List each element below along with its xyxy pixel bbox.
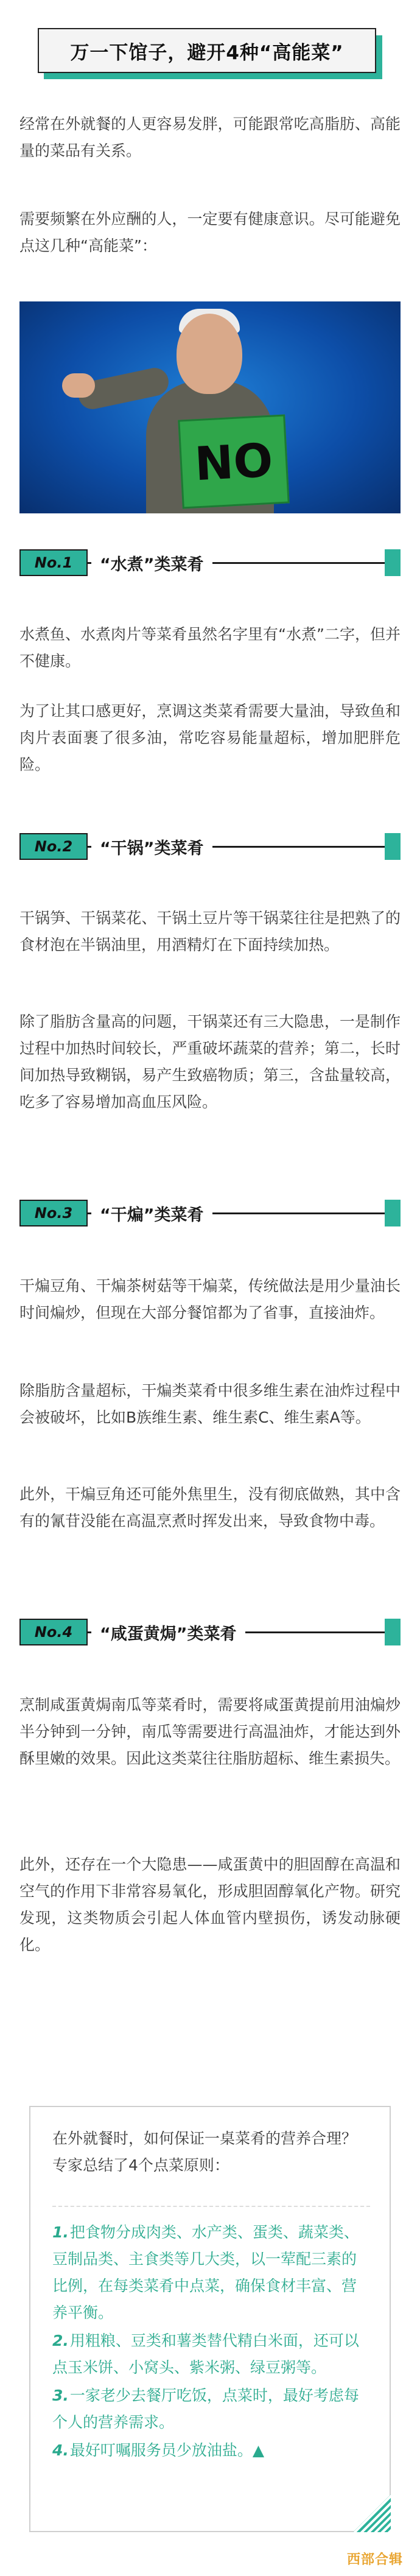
section-header-4 (19, 1616, 401, 1648)
page-title: 万一下馆子，避开4种“高能菜” (38, 28, 376, 73)
section-header-3 (19, 1197, 401, 1229)
section-1-paragraph-1: 水煮鱼、水煮肉片等菜肴虽然名字里有“水煮”二字，但并不健康。 (19, 625, 401, 670)
section-title: “干锅”类菜肴 (91, 833, 212, 860)
tip-item: 1.把食物分成肉类、水产类、蛋类、蔬菜类、豆制品类、主食类等几大类，以一荤配三素的比例，在每类菜肴中点菜，确保食材丰富、营养平衡。 (52, 2223, 359, 2321)
section-title: “水煮”类菜肴 (91, 549, 212, 576)
section-3-paragraph-3: 此外，干煸豆角还可能外焦里生，没有彻底做熟，其中含有的氰苷没能在高温烹煮时挥发出来，导致食物中毒。 (19, 1485, 401, 1530)
section-rule-end (385, 1200, 401, 1226)
section-2-paragraph-2: 除了脂肪含量高的问题，干锅菜还有三大隐患，一是制作过程中加热时间较长，严重破坏蔬菜的营养；第二，长时间加热导致糊锅，易产生致癌物质；第三，含盐量较高，吃多了容易增加高血压风险。 (19, 1013, 401, 1111)
tips-intro: 在外就餐时，如何保证一桌菜肴的营养合理？专家总结了4个点菜原则： (52, 2130, 357, 2174)
section-number-tag: No.3 (19, 1200, 88, 1226)
section-2-paragraph-1: 干锅笋、干锅菜花、干锅土豆片等干锅菜往往是把熟了的食材泡在半锅油里，用酒精灯在下面持续加热。 (19, 909, 401, 954)
tip-item: 4.最好叮嘱服务员少放油盐。▲ (52, 2441, 265, 2459)
title-banner (38, 28, 382, 79)
no-sign-photo (19, 301, 401, 513)
section-title: “咸蛋黄焗”类菜肴 (91, 1619, 245, 1645)
no-sign: NO (178, 414, 289, 509)
section-1-paragraph-2: 为了让其口感更好，烹调这类菜肴需要大量油，导致鱼和肉片表面裹了很多油，常吃容易能量超标，增加肥胖危险。 (19, 702, 401, 773)
intro-paragraph-2: 需要频繁在外应酬的人，一定要有健康意识。尽可能避免点这几种“高能菜”： (19, 210, 401, 255)
tips-divider (52, 2206, 370, 2207)
section-4-paragraph-1: 烹制咸蛋黄焗南瓜等菜肴时，需要将咸蛋黄提前用油煸炒半分钟到一分钟，南瓜等需要进行高温油炸，才能达到外酥里嫩的效果。因此这类菜往往脂肪超标、维生素损失。 (19, 1696, 401, 1767)
section-3-paragraph-1: 干煸豆角、干煸茶树菇等干煸菜，传统做法是用少量油长时间煸炒，但现在大部分餐馆都为了省事，直接油炸。 (19, 1277, 401, 1321)
section-4-paragraph-2: 此外，还存在一个大隐患——咸蛋黄中的胆固醇在高温和空气的作用下非常容易氧化，形成胆固醇氧化产物。研究发现，这类物质会引起人体血管内壁损伤，诱发动脉硬化。 (19, 1856, 401, 1954)
section-3-paragraph-2: 除脂肪含量超标，干煸类菜肴中很多维生素在油炸过程中会被破坏，比如B族维生素、维生素C、维生素A等。 (19, 1382, 401, 1426)
section-rule-end (385, 833, 401, 860)
section-number-tag: No.2 (19, 833, 88, 860)
section-title: “干煸”类菜肴 (91, 1200, 212, 1226)
photo-pointing-hand (62, 373, 95, 398)
tips-corner-stripes (353, 2494, 391, 2532)
intro-paragraph-1: 经常在外就餐的人更容易发胖，可能跟常吃高脂肪、高能量的菜品有关系。 (19, 115, 401, 160)
section-rule-end (385, 1619, 401, 1645)
tips-list (52, 2219, 370, 2465)
section-header-2 (19, 831, 401, 862)
tip-item: 2.用粗粮、豆类和薯类替代精白米面，还可以点玉米饼、小窝头、紫米粥、绿豆粥等。 (52, 2332, 359, 2376)
photo-man-head (177, 314, 242, 394)
ordering-tips-box (29, 2106, 391, 2532)
section-number-tag: No.4 (19, 1619, 88, 1645)
watermark: 西部合辑 (346, 2552, 403, 2567)
tip-item: 3.一家老少去餐厅吃饭，点菜时，最好考虑每个人的营养需求。 (52, 2387, 359, 2431)
section-number-tag: No.1 (19, 549, 88, 576)
section-header-1 (19, 547, 401, 579)
section-rule-end (385, 549, 401, 576)
